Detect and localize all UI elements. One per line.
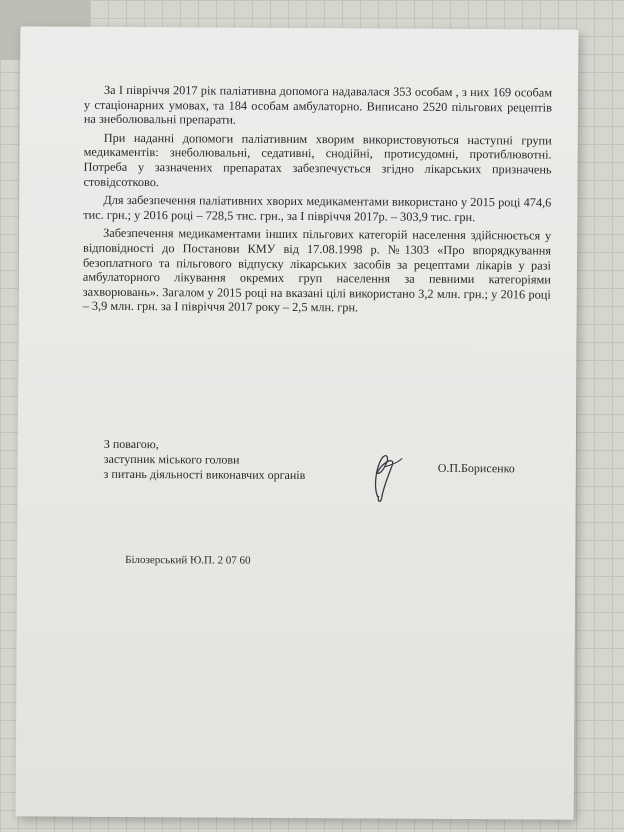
closing-department: з питань діяльності виконавчих органів: [103, 466, 306, 483]
paragraph-medication-groups: При наданні допомоги паліативним хворим використовуються наступні групи медикаментів: знеболювальні, седативні, снодійні, протисудомні, протиблювотні. Потреба у зазначених препаратах забезпечується згідно лікарських призначень стовідсотково.: [83, 130, 552, 189]
letter-body: [83, 83, 552, 321]
contact-line: Білозерський Ю.П. 2 07 60: [125, 553, 251, 567]
closing-greeting: З повагою,: [103, 436, 159, 452]
paragraph-palliative-stats: За I півріччя 2017 рік паліативна допомога надавалася 353 особам , з них 169 особам у стаціонарних умовах, та 184 особам амбулаторно. Виписано 2520 пільгових рецептів на знеболювальні препарати.: [83, 82, 553, 127]
document-page: [16, 26, 579, 819]
closing-position: заступник міського голови: [103, 451, 240, 467]
signer-name: О.П.Борисенко: [437, 460, 515, 476]
paragraph-other-categories: Забезпечення медикаментами інших пільгових категорій населення здійснюється у відповідності до Постанови КМУ від 17.08.1998 р. №1303 «Про впорядкування безоплатного та пільгового відпуску лікарських засобів за рецептами лікарів у разі амбулаторного лікування окремих груп населення за певними категоріями захворювань». Загалом у 2015 році на вказані цілі використано 3,2 млн. грн.; у 2016 році – 3,9 млн. грн. за I півріччя 2017 року – 2,5 млн. грн.: [82, 226, 552, 315]
handwritten-signature: [355, 446, 415, 506]
paragraph-funding: Для забезпечення паліативних хворих медикаментами використано у 2015 році 474,6 тис. грн.; у 2016 році – 728,5 тис. грн., за I півріччя 2017р. – 303,9 тис. грн.: [83, 192, 552, 224]
